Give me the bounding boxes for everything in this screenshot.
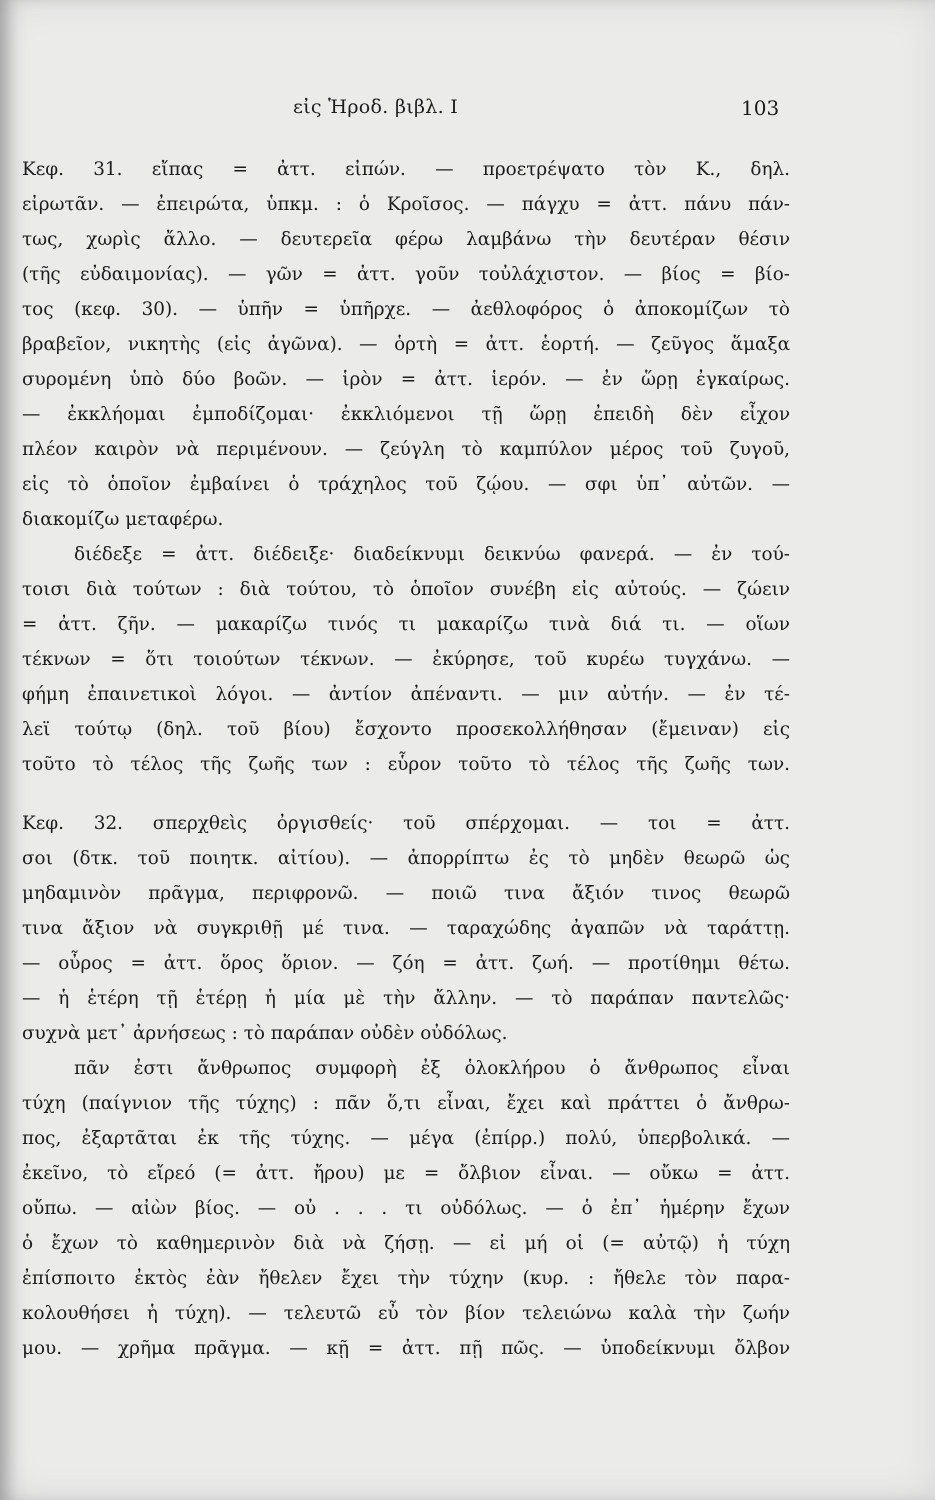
text-line: τύχη (παίγνιον τῆς τύχης) : πᾶν ὅ,τι εἶναι, ἔχει καὶ πράττει ὁ ἄνθρω- — [22, 1093, 790, 1114]
page-number: 103 — [741, 96, 780, 120]
text-line: = ἀττ. ζῆν. — μακαρίζω τινός τι μακαρίζω τινὰ διά τι. — οἵων — [22, 614, 790, 635]
text-line: τοισι διὰ τούτων : διὰ τούτου, τὸ ὁποῖον συνέβη εἰς αὐτούς. — ζώειν — [22, 579, 790, 600]
commentary-text — [22, 152, 790, 1366]
text-line: ἐκεῖνο, τὸ εἴρεό (= ἀττ. ἤρου) με = ὄλβιον εἶναι. — οὔκω = ἀττ. — [22, 1163, 790, 1184]
text-line: εἰς τὸ ὁποῖον ἐμβαίνει ὁ τράχηλος τοῦ ζῴου. — σφι ὑπ᾽ αὐτῶν. — — [22, 474, 790, 495]
page-header — [0, 96, 935, 126]
text-line: τος (κεφ. 30). — ὑπῆν = ὑπῆρχε. — ἀεθλοφόρος ὁ ἀποκομίζων τὸ — [22, 299, 790, 320]
section-gap — [22, 782, 790, 806]
text-line: Κεφ. 32. σπερχθεὶς ὀργισθείς· τοῦ σπέρχομαι. — τοι = ἀττ. — [22, 813, 790, 834]
text-line: κολουθήσει ἡ τύχη). — τελευτῶ εὖ τὸν βίον τελειώνω καλὰ τὴν ζωήν — [22, 1303, 790, 1324]
text-line: πος, ἐξαρτᾶται ἐκ τῆς τύχης. — μέγα (ἐπίρρ.) πολύ, ὑπερβολικά. — — [22, 1128, 790, 1149]
text-line: τέκνων = ὅτι τοιούτων τέκνων. — ἐκύρησε, τοῦ κυρέω τυγχάνω. — — [22, 649, 790, 670]
text-line: μου. — χρῆμα πρᾶγμα. — κῇ = ἀττ. πῇ πῶς. — ὑποδείκνυμι ὄλβον — [22, 1338, 790, 1359]
text-line: βραβεῖον, νικητὴς (εἰς ἀγῶνα). — ὁρτὴ = ἀττ. ἑορτή. — ζεῦγος ἅμαξα — [22, 334, 790, 355]
text-line: λεϊ τούτῳ (δηλ. τοῦ βίου) ἔσχοντο προσεκολλήθησαν (ἔμειναν) εἰς — [22, 719, 790, 740]
text-line: πλέον καιρὸν νὰ περιμένουν. — ζεύγλη τὸ καμπύλον μέρος τοῦ ζυγοῦ, — [22, 439, 790, 460]
text-line: συρομένη ὑπὸ δύο βοῶν. — ἱρὸν = ἀττ. ἱερόν. — ἐν ὥρῃ ἐγκαίρως. — [22, 369, 790, 390]
text-line: μηδαμινὸν πρᾶγμα, περιφρονῶ. — ποιῶ τινα ἄξιόν τινος θεωρῶ — [22, 883, 790, 904]
text-line: τινα ἄξιον νὰ συγκριθῇ μέ τινα. — ταραχώδης ἀγαπῶν νὰ ταράττῃ. — [22, 918, 790, 939]
text-line: ὁ ἔχων τὸ καθημερινὸν διὰ νὰ ζήσῃ. — εἰ μή οἱ (= αὐτῷ) ἡ τύχη — [22, 1233, 790, 1254]
running-head: εἰς Ἡροδ. βιβλ. Ι — [293, 96, 459, 118]
text-line: Κεφ. 31. εἴπας = ἀττ. εἰπών. — προετρέψατο τὸν Κ., δηλ. — [22, 159, 790, 180]
text-line: συχνὰ μετ᾽ ἀρνήσεως : τὸ παράπαν οὐδὲν οὐδόλως. — [22, 1023, 508, 1044]
text-line: σοι (δτκ. τοῦ ποιητκ. αἰτίου). — ἀπορρίπτω ἐς τὸ μηδὲν θεωρῶ ὡς — [22, 848, 790, 869]
text-line: τως, χωρὶς ἄλλο. — δευτερεῖα φέρω λαμβάνω τὴν δευτέραν θέσιν — [22, 229, 790, 250]
text-line: πᾶν ἐστι ἄνθρωπος συμφορὴ ἐξ ὁλοκλήρου ὁ ἄνθρωπος εἶναι — [74, 1058, 790, 1079]
text-line: φήμη ἐπαινετικοὶ λόγοι. — ἀντίον ἀπέναντι. — μιν αὐτήν. — ἐν τέ- — [22, 684, 790, 705]
text-line: — οὖρος = ἀττ. ὅρος ὅριον. — ζόη = ἀττ. ζωή. — προτίθημι θέτω. — [22, 953, 790, 974]
text-line: ἐπίσποιτο ἐκτὸς ἐὰν ἤθελεν ἔχει τὴν τύχην (κυρ. : ἤθελε τὸν παρα- — [22, 1268, 790, 1289]
text-line: διέδεξε = ἀττ. διέδειξε· διαδείκνυμι δεικνύω φανερά. — ἐν τού- — [74, 544, 790, 565]
text-line: — ἡ ἑτέρη τῇ ἑτέρῃ ἡ μία μὲ τὴν ἄλλην. — τὸ παράπαν παντελῶς· — [22, 988, 790, 1009]
text-line: (τῆς εὐδαιμονίας). — γῶν = ἀττ. γοῦν τοὐλάχιστον. — βίος = βίο- — [22, 264, 790, 285]
text-line: τοῦτο τὸ τέλος τῆς ζωῆς των : εὗρον τοῦτο τὸ τέλος τῆς ζωῆς των. — [22, 754, 790, 775]
text-line: διακομίζω μεταφέρω. — [22, 509, 224, 530]
text-line: — ἐκκλήομαι ἐμποδίζομαι· ἐκκλιόμενοι τῇ ὥρῃ ἐπειδὴ δὲν εἶχον — [22, 404, 790, 425]
text-line: εἰρωτᾶν. — ἐπειρώτα, ὑπκμ. : ὁ Κροῖσος. — πάγχυ = ἀττ. πάνυ πάν- — [22, 194, 790, 215]
text-line: οὔπω. — αἰὼν βίος. — οὐ . . . τι οὐδόλως. — ὁ ἐπ᾽ ἡμέρην ἔχων — [22, 1198, 790, 1219]
